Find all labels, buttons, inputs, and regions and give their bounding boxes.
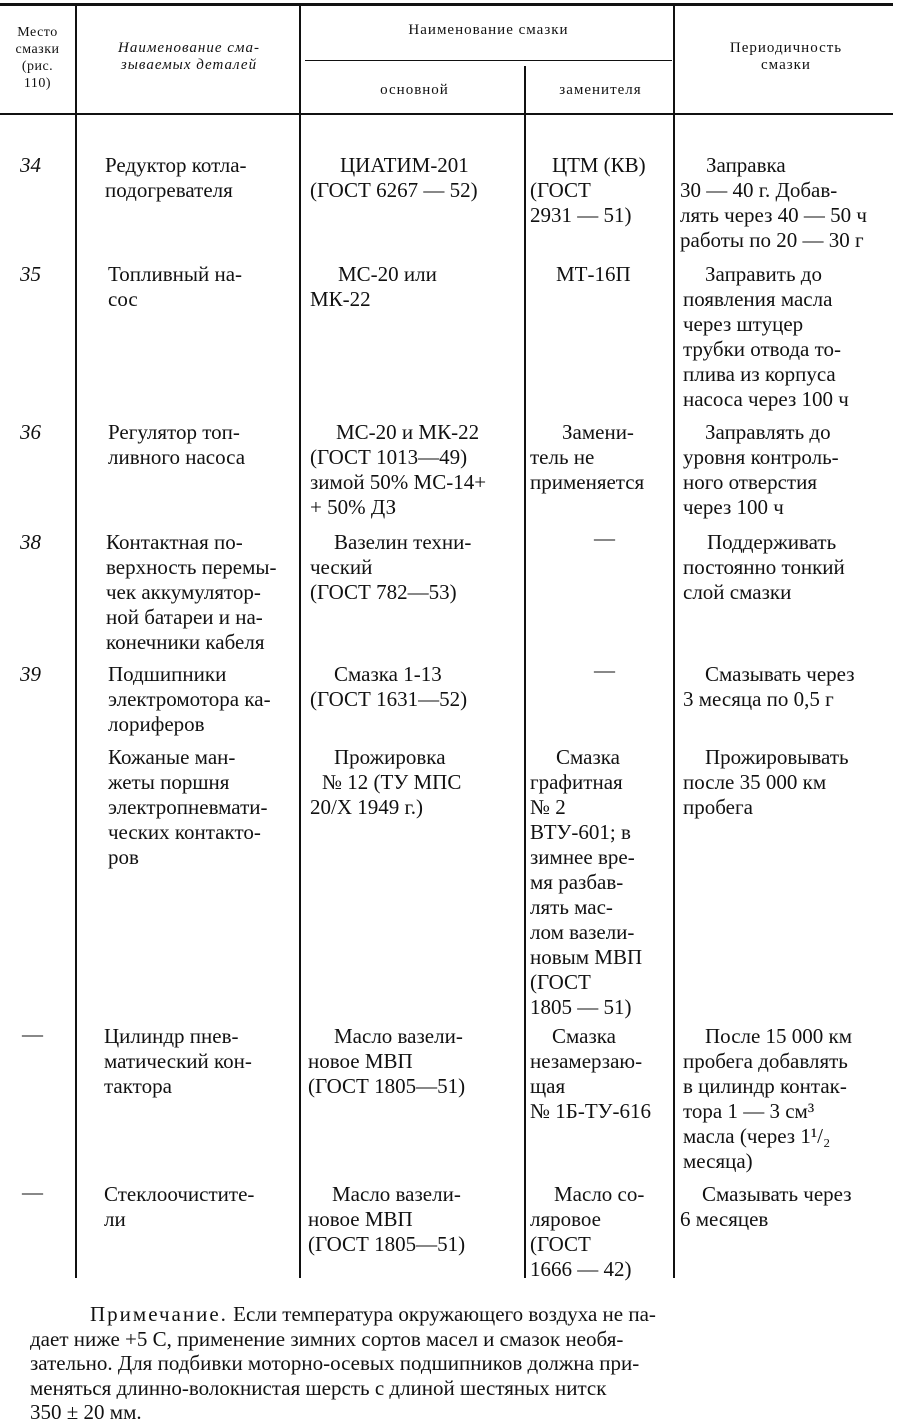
row-parts: Цилиндр пнев- матический кон- тактора bbox=[104, 1024, 252, 1098]
note-line: Если температура окружающего воздуха не па- bbox=[233, 1302, 656, 1326]
row-sub-lube: — bbox=[594, 526, 615, 550]
row-parts: Топливный на- сос bbox=[108, 262, 243, 311]
row-number: 38 bbox=[20, 530, 41, 554]
row-main-lube: МС-20 и МК-22 (ГОСТ 1013—49) зимой 50% МС-14+ + 50% ДЗ bbox=[310, 420, 487, 519]
row-parts: Контактная по- верхность перемы- чек аккумулятор- ной батареи и на- конечники кабеля bbox=[106, 530, 277, 654]
row-period: Смазывать через 6 месяцев bbox=[680, 1182, 852, 1231]
row-number: 35 bbox=[20, 262, 41, 286]
row-number: 39 bbox=[20, 662, 41, 686]
row-parts: Регулятор топ- ливного насоса bbox=[108, 420, 246, 469]
note-line: меняться длинно-волокнистая шерсть с длиной шестяных нитск bbox=[30, 1375, 607, 1400]
header-sub: заменителя bbox=[559, 82, 642, 98]
row-parts: Подшипники электромотора ка- лориферов bbox=[108, 662, 271, 736]
row-number: 34 bbox=[20, 153, 41, 177]
row-number: 36 bbox=[20, 420, 41, 444]
row-sub-lube: Смазка незамерзаю- щая № 1Б-ТУ-616 bbox=[530, 1024, 652, 1123]
header-place: Место смазки (рис. 110) bbox=[15, 25, 60, 91]
row-sub-lube: Замени- тель не применяется bbox=[530, 420, 645, 494]
header-lube: Наименование смазки bbox=[408, 22, 569, 38]
row-parts: Кожаные ман- жеты поршня электропневмати- ческих контакто- ров bbox=[108, 745, 268, 869]
col-divider-4 bbox=[673, 6, 675, 1278]
row-main-lube: Масло вазели- новое МВП (ГОСТ 1805—51) bbox=[308, 1182, 466, 1256]
row-main-lube: МС-20 или МК-22 bbox=[310, 262, 437, 311]
row-main-lube: Смазка 1-13 (ГОСТ 1631—52) bbox=[310, 662, 468, 711]
row-sub-lube: Масло со- ляровое (ГОСТ 1666 — 42) bbox=[530, 1182, 645, 1281]
lube-subheader-rule bbox=[305, 60, 672, 61]
row-period: Заправка 30 — 40 г. Добав- лять через 40 — 50 ч работы по 20 — 30 г bbox=[680, 153, 867, 252]
header-parts: Наименование сма- зываемых деталей bbox=[118, 40, 260, 73]
row-sub-lube: — bbox=[594, 658, 615, 682]
row-period: Прожировывать после 35 000 км пробега bbox=[683, 745, 849, 819]
row-number: — bbox=[22, 1180, 43, 1204]
col-divider-1 bbox=[75, 6, 77, 1278]
header-bottom-rule bbox=[0, 113, 893, 115]
row-number: — bbox=[22, 1022, 43, 1046]
table-top-rule bbox=[0, 3, 893, 6]
header-main: основной bbox=[380, 82, 449, 98]
header-period: Периодичность смазки bbox=[729, 40, 843, 73]
row-period: После 15 000 км пробега добавлять в цилиндр контак- тора 1 — 3 см³ масла (через 1¹/₂ месяца) bbox=[683, 1024, 853, 1173]
note-line: дает ниже +5 С, применение зимних сортов масел и смазок необя- bbox=[30, 1326, 624, 1351]
row-period: Поддерживать постоянно тонкий слой смазки bbox=[683, 530, 845, 604]
row-main-lube: Вазелин техни- ческий (ГОСТ 782—53) bbox=[310, 530, 472, 604]
row-sub-lube: ЦТМ (КВ) (ГОСТ 2931 — 51) bbox=[530, 153, 646, 227]
row-main-lube: Прожировка № 12 (ТУ МПС 20/Х 1949 г.) bbox=[310, 745, 462, 819]
col-divider-2 bbox=[299, 6, 301, 1278]
note-label: Примечание. bbox=[90, 1302, 228, 1326]
row-main-lube: ЦИАТИМ-201 (ГОСТ 6267 — 52) bbox=[310, 153, 478, 202]
note-line: 350 ± 20 мм. bbox=[30, 1400, 142, 1424]
table-note bbox=[30, 1302, 892, 1425]
row-parts: Стеклоочистите- ли bbox=[104, 1182, 255, 1231]
row-period: Заправлять до уровня контроль- ного отверстия через 100 ч bbox=[683, 420, 839, 519]
col-divider-3 bbox=[524, 66, 526, 1278]
row-period: Смазывать через 3 месяца по 0,5 г bbox=[683, 662, 855, 711]
row-period: Заправить до появления масла через штуцер трубки отвода то- плива из корпуса насоса через 100 ч bbox=[683, 262, 849, 411]
note-line: зательно. Для подбивки моторно-осевых подшипников должна при- bbox=[30, 1351, 640, 1375]
row-sub-lube: МТ-16П bbox=[556, 262, 631, 286]
row-parts: Редуктор котла- подогревателя bbox=[105, 153, 247, 202]
row-main-lube: Масло вазели- новое МВП (ГОСТ 1805—51) bbox=[308, 1024, 466, 1098]
row-sub-lube: Смазка графитная № 2 ВТУ-601; в зимнее вре- мя разбав- лять мас- лом вазели- новым МВП (ГОСТ 1805 — 51) bbox=[530, 745, 643, 1019]
